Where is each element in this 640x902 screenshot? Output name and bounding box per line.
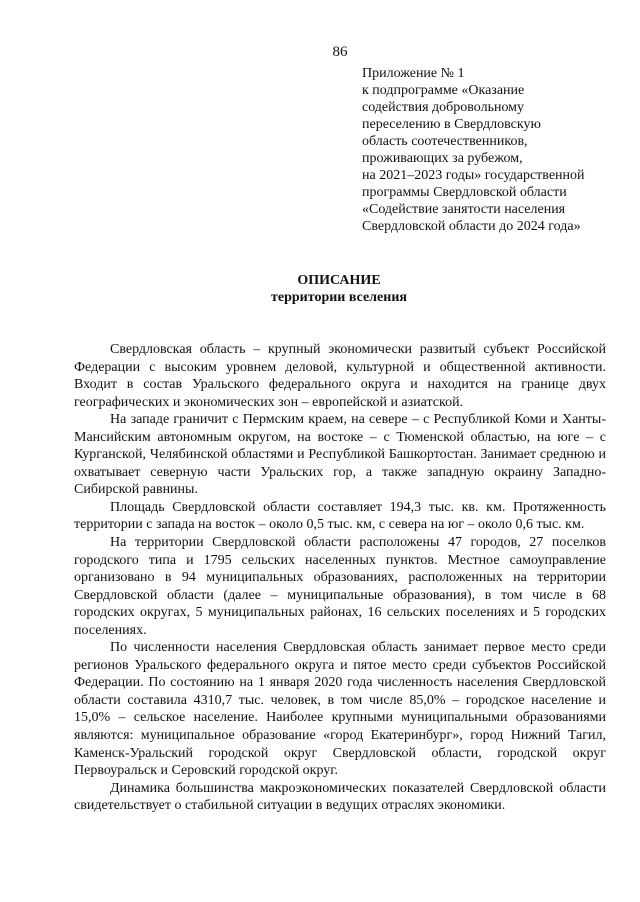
appendix-line: проживающих за рубежом,	[362, 151, 523, 166]
page-number: 86	[332, 44, 348, 60]
appendix-line: к подпрограмме «Оказание	[362, 83, 525, 98]
appendix-line: переселению в Свердловскую	[362, 117, 541, 132]
appendix-line: содействия добровольному	[362, 100, 525, 115]
appendix-line: на 2021–2023 годы» государственной	[362, 168, 585, 183]
appendix-line: Свердловской области до 2024 года»	[362, 219, 581, 234]
paragraph: По численности населения Свердловская область занимает первое место среди регионов Уральского федерального округа и пятое место среди субъектов Российской Федерации. По состоянию на 1 января 2020 года численность населения Свердловской области составила 4310,7 тыс. человек, в том числе 85,0% – городское население и 15,0% – сельское население. Наиболее крупными муниципальными образованиями являются: муниципальное образование «город Екатеринбург», город Нижний Тагил, Каменск-Уральский городской округ Свердловской области, городской округ Первоуральск и Серовский городской округ.	[74, 640, 606, 779]
appendix-line: программы Свердловской области	[362, 185, 567, 200]
appendix-line: «Содействие занятости населения	[362, 202, 566, 217]
paragraph: Динамика большинства макроэкономических показателей Свердловской области свидетельствует о стабильной ситуации в ведущих отраслях экономики.	[74, 780, 606, 814]
appendix-line: Приложение № 1	[362, 66, 465, 81]
paragraph: Свердловская область – крупный экономически развитый субъект Российской Федерации с высоким уровнем деловой, культурной и общественной активности. Входит в состав Уральского федерального округа и находится на границе двух географических и экономических зон – европейской и азиатской.	[74, 342, 606, 410]
document-body	[74, 341, 606, 815]
heading-subtitle: территории вселения	[271, 290, 407, 305]
heading-title: ОПИСАНИЕ	[297, 273, 381, 288]
paragraph: Площадь Свердловской области составляет 194,3 тыс. кв. км. Протяженность территории с запада на восток – около 0,5 тыс. км, с севера на юг – около 0,6 тыс. км.	[74, 499, 606, 533]
paragraph: На территории Свердловской области расположены 47 городов, 27 поселков городского типа и 1795 сельских населенных пунктов. Местное самоуправление организовано в 94 муниципальных образованиях, расположенных на территории Свердловской области (далее – муниципальные образования), в том числе в 68 городских округах, 5 муниципальных районах, 16 сельских поселениях и 5 городских поселениях.	[74, 535, 606, 638]
paragraph: На западе граничит с Пермским краем, на севере – с Республикой Коми и Ханты-Мансийским автономным округом, на востоке – с Тюменской областью, на юге – с Курганской, Челябинской областями и Республикой Башкортостан. Занимает среднюю и охватывает северную части Уральских гор, а также западную окраину Западно-Сибирской равнины.	[74, 412, 606, 498]
appendix-block	[362, 65, 612, 235]
appendix-line: область соотечественников,	[362, 134, 528, 149]
document-heading	[0, 272, 640, 306]
